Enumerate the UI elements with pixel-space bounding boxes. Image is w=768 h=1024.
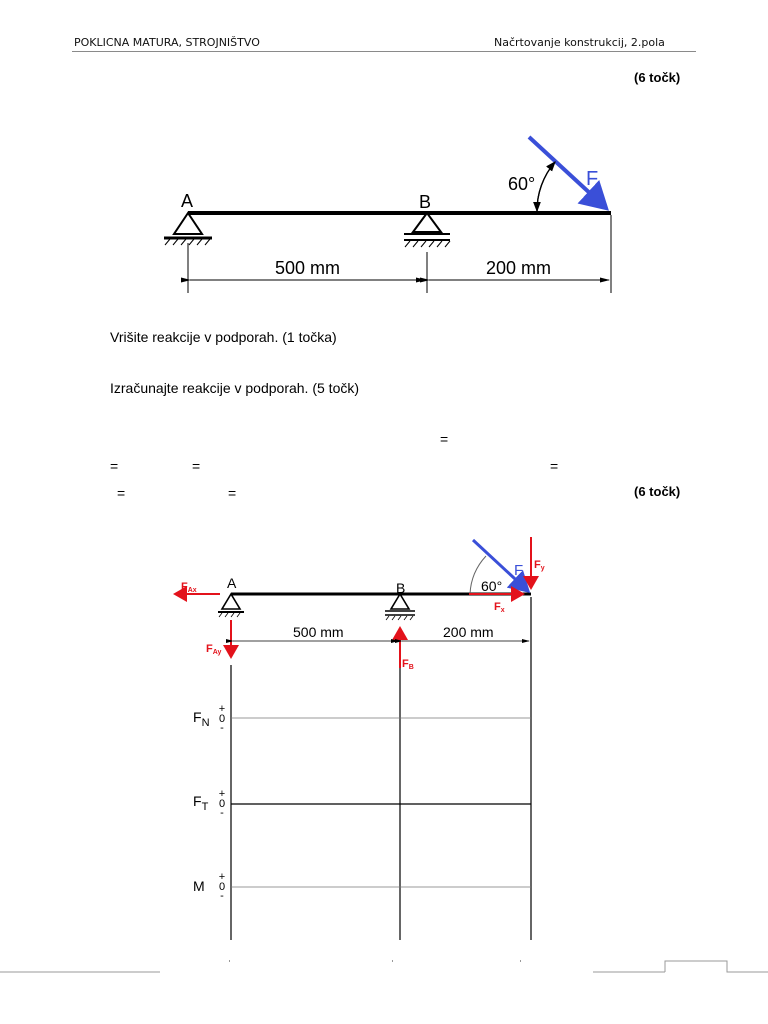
force-label: F — [586, 168, 599, 190]
equals-sign: = — [117, 485, 126, 501]
task-calc-reactions: Izračunajte reakcije v podporah. (5 točk) — [110, 380, 360, 396]
header-left: POKLICNA MATURA, STROJNIŠTVO — [74, 36, 260, 49]
row-label-fn: $F_N$ — [193, 709, 210, 729]
footer-lines — [0, 961, 768, 972]
force-label: F — [514, 562, 524, 579]
equals-sign: = — [550, 458, 559, 474]
sign-minus: - — [220, 807, 224, 819]
equals-sign: = — [228, 485, 237, 501]
support-b — [385, 594, 415, 620]
angle-label: 60° — [481, 578, 503, 594]
points-top: (6 točk) — [634, 70, 681, 85]
fy-label: Fy — [534, 559, 545, 572]
fb-label: FB — [402, 658, 414, 671]
sign-zero: 0 — [218, 798, 226, 810]
equals-sign: = — [110, 458, 119, 474]
row-label-ft: $F_T$ — [193, 793, 209, 813]
header-right: Načrtovanje konstrukcij, 2.pola — [494, 36, 665, 49]
equals-sign: = — [192, 458, 201, 474]
label-a: A — [181, 191, 194, 211]
dim-left-label: 500 mm — [275, 258, 341, 278]
sign-plus: + — [218, 703, 226, 715]
angle-label: 60° — [508, 174, 536, 194]
sign-zero: 0 — [218, 713, 226, 725]
label-a: A — [227, 575, 237, 591]
dim-right-label: 200 mm — [486, 258, 552, 278]
label-b: B — [419, 192, 432, 212]
points-mid: (6 točk) — [634, 484, 681, 499]
sign-minus: - — [220, 722, 224, 734]
sign-zero: 0 — [218, 881, 226, 893]
label-b: B — [396, 580, 406, 596]
support-a — [218, 594, 244, 617]
dim-right-label: 200 mm — [443, 624, 494, 640]
fax-label: FAx — [181, 581, 197, 594]
sign-plus: + — [218, 871, 226, 883]
row-label-m: M — [193, 878, 205, 894]
sign-minus: - — [220, 890, 224, 902]
sign-plus: + — [218, 788, 226, 800]
fay-label: FAy — [206, 643, 222, 656]
dim-left-label: 500 mm — [293, 624, 344, 640]
task-draw-reactions: Vrišite reakcije v podporah. (1 točka) — [110, 329, 337, 345]
fx-label: Fx — [494, 601, 505, 614]
equals-sign: = — [440, 431, 449, 447]
